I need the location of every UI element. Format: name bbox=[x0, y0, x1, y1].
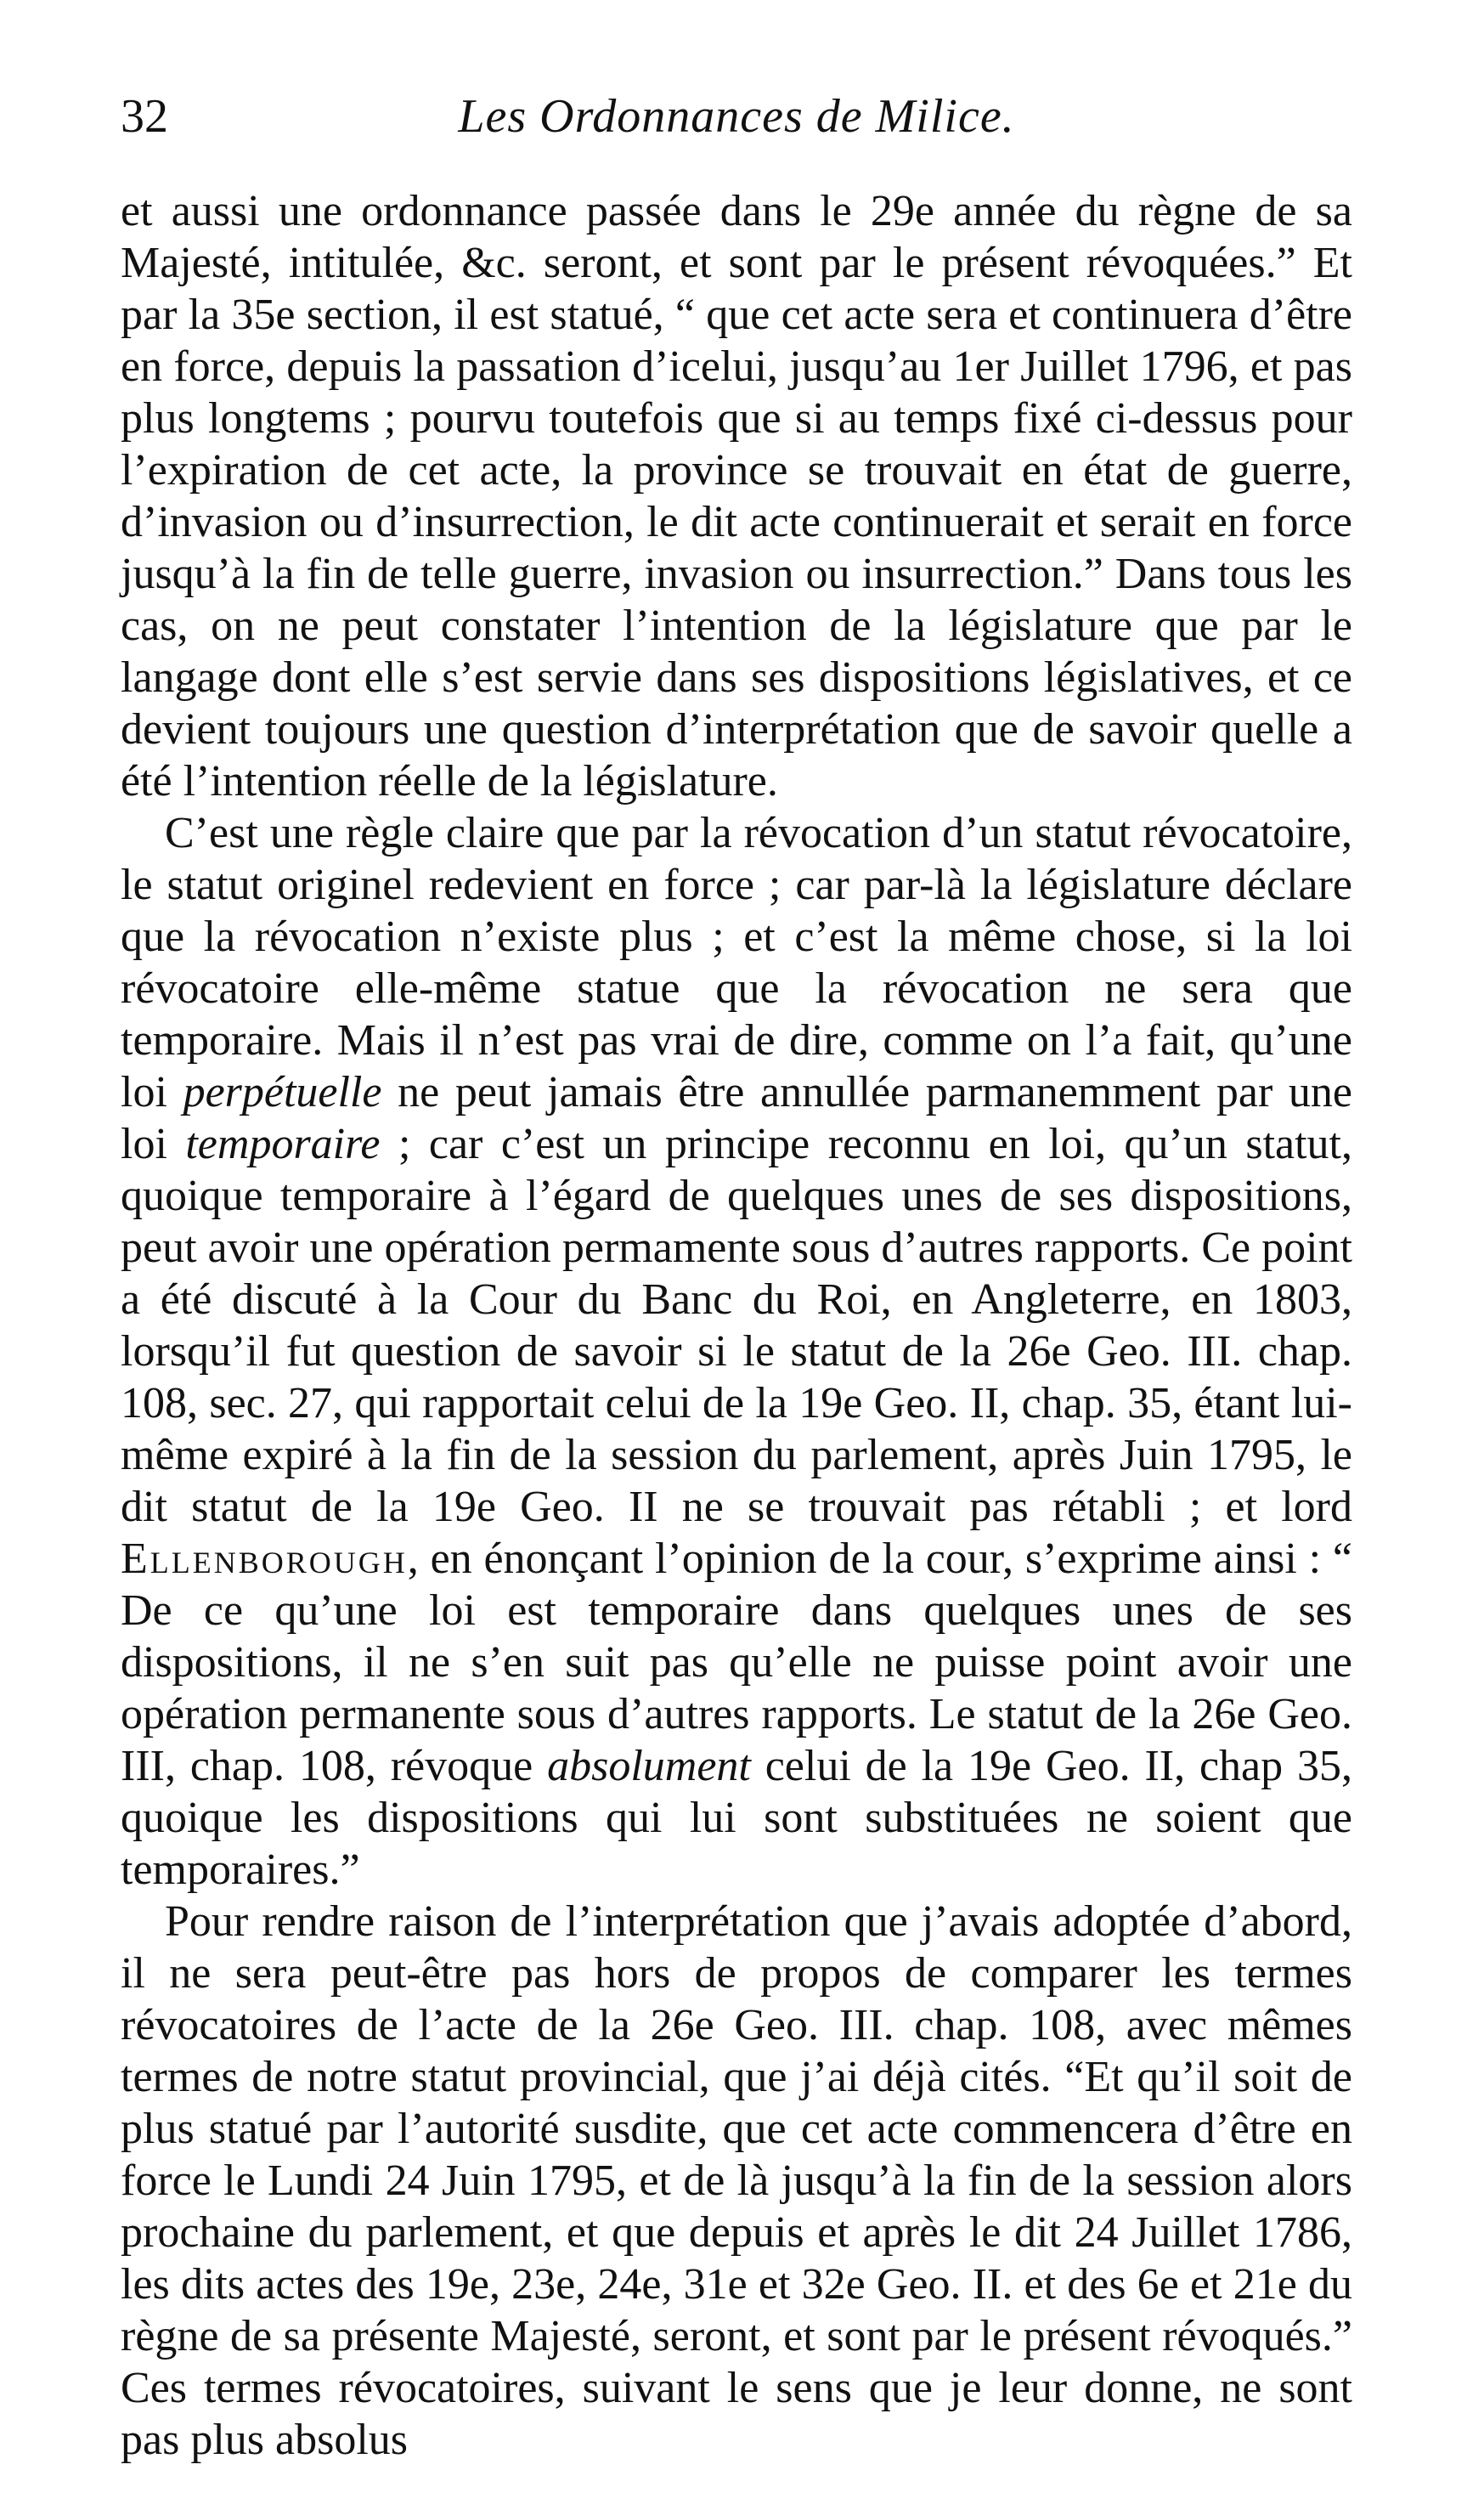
italic-text-run: absolument bbox=[547, 1742, 751, 1790]
text-run: ; car c’est un principe reconnu en loi, qu’un statut, quoique temporaire à l’égard de quelques unes de ses dispositions, peut avoir une opération permamente sous d’autres rapports. Ce point a été discuté à la Cour du Banc du Roi, en Angleterre, en 1803, lorsqu’il fut question de savoir si le statut de la 26e Geo. III. chap. 108, sec. 27, qui rapportait celui de la 19e Geo. II, chap. 35, étant lui-même expiré à la fin de la session du parlement, après Juin 1795, le dit statut de la 19e Geo. II ne se trouvait pas rétabli ; et lord bbox=[121, 1120, 1352, 1531]
page-header bbox=[121, 89, 1352, 157]
paragraph bbox=[121, 185, 1352, 807]
smallcaps-text-run: Ellenborough bbox=[121, 1535, 408, 1583]
running-head: Les Ordonnances de Milice. bbox=[458, 90, 1015, 143]
paragraph bbox=[121, 807, 1352, 1896]
text-run: celui de la 19e Geo. II, chap 35, quoique les dispositions qui lui sont substituées ne soient que temporaires.” bbox=[121, 1742, 1352, 1894]
text-run: , en énonçant l’opinion de la cour, s’exprime ainsi : “ De ce qu’une loi est temporaire dans quelques unes de ses dispositions, il ne s’en suit pas qu’elle ne puisse point avoir une opération permanente sous d’autres rapports. Le statut de la 26e Geo. III, chap. 108, révoque bbox=[121, 1535, 1352, 1790]
text-run: Pour rendre raison de l’interprétation que j’avais adoptée d’abord, il ne sera peut-être pas hors de propos de comparer les termes révocatoires de l’acte de la 26e Geo. III. chap. 108, avec mêmes termes de notre statut provincial, que j’ai déjà cités. “Et qu’il soit de plus statué par l’autorité susdite, que cet acte commencera d’être en force le Lundi 24 Juin 1795, et de là jusqu’à la fin de la session alors prochaine du parlement, et que depuis et après le dit 24 Juillet 1786, les dits actes des 19e, 23e, 24e, 31e et 32e Geo. II. et des 6e et 21e du règne de sa présente Majesté, seront, et sont par le présent révoqués.” Ces termes révocatoires, suivant le sens que je leur donne, ne sont pas plus absolus bbox=[121, 1897, 1352, 2464]
page-number: 32 bbox=[121, 90, 168, 143]
text-run: et aussi une ordonnance passée dans le 29e année du règne de sa Majesté, intitulée, &c. seront, et sont par le présent révoquées.” Et par la 35e section, il est statué, “ que cet acte sera et continuera d’être en force, depuis la passation d’icelui, jusqu’au 1er Juillet 1796, et pas plus longtems ; pourvu toutefois que si au temps fixé ci-dessus pour l’expiration de cet acte, la province se trouvait en état de guerre, d’invasion ou d’insurrection, le dit acte continuerait et serait en force jusqu’à la fin de telle guerre, invasion ou insurrection.” Dans tous les cas, on ne peut constater l’intention de la législature que par le langage dont elle s’est servie dans ses dispositions législatives, et ce devient toujours une question d’interprétation que de savoir quelle a été l’intention réelle de la législature. bbox=[121, 187, 1352, 805]
body-text bbox=[121, 185, 1352, 2466]
text-run: C’est une règle claire que par la révocation d’un statut révocatoire, le statut originel redevient en force ; car par-là la législature déclare que la révocation n’existe plus ; et c’est la même chose, si la loi révocatoire elle-même statue que la révocation ne sera que temporaire. Mais il n’est pas vrai de dire, comme on l’a fait, qu’une loi bbox=[121, 809, 1352, 1116]
italic-text-run: temporaire bbox=[185, 1120, 381, 1168]
paragraph bbox=[121, 1896, 1352, 2466]
italic-text-run: perpétuelle bbox=[183, 1068, 382, 1116]
text-run: ne peut jamais être annullée parmanemment par une loi bbox=[121, 1068, 1352, 1168]
